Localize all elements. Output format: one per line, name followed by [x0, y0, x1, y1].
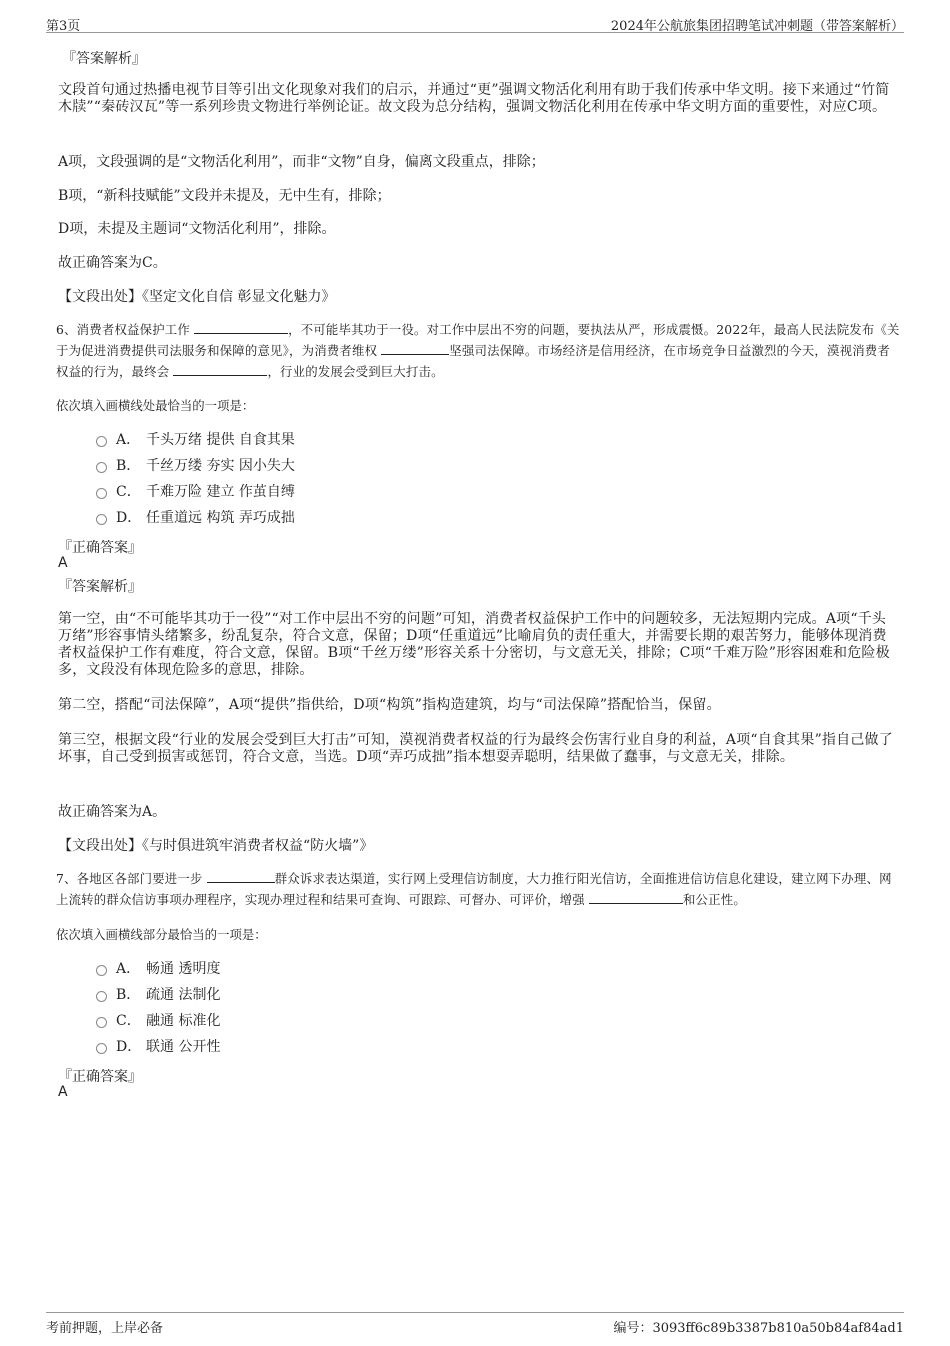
- q7-option-c[interactable]: C． 融通 标准化: [96, 1010, 220, 1030]
- document-title: 2024年公航旅集团招聘笔试冲刺题（带答案解析）: [610, 19, 904, 34]
- q6-option-d[interactable]: D． 任重道远 构筑 弄巧成拙: [96, 507, 295, 527]
- page-number: 第3页: [46, 19, 81, 34]
- q6-analysis-p2: 第二空，搭配“司法保障”，A项“提供”指供给，D项“构筑”指构造建筑，均与“司法保障”搭配恰当，保留。: [58, 697, 721, 713]
- blank-line: [194, 321, 288, 334]
- blank-line: [381, 342, 449, 355]
- radio-button[interactable]: [96, 436, 107, 447]
- q7-question-text: 7、各地区各部门要进一步 群众诉求表达渠道，实行网上受理信访制度，大力推行阳光信访，全面推进信访信息化建设，建立网下办理、网上流转的群众信访事项办理程序，实现办理过程和结果可查询、可跟踪、可督办、可评价，增强 和公正性。: [56, 871, 892, 907]
- q5-analysis-d: D项，未提及主题词“文物活化利用”，排除。: [58, 221, 336, 237]
- blank-line: [173, 363, 267, 376]
- q5-source: 【文段出处】《坚定文化自信 彰显文化魅力》: [58, 289, 336, 305]
- q6-conclusion: 故正确答案为A。: [58, 804, 167, 820]
- q7-correct-label: 『正确答案』: [58, 1069, 142, 1085]
- q5-analysis-b: B项，“新科技赋能”文段并未提及，无中生有，排除；: [58, 188, 391, 204]
- q7-option-d[interactable]: D． 联通 公开性: [96, 1036, 220, 1056]
- q6-option-c[interactable]: C． 千难万险 建立 作茧自缚: [96, 481, 295, 501]
- footer-slogan: 考前押题，上岸必备: [46, 1321, 164, 1336]
- q5-analysis-label: 『答案解析』: [62, 51, 146, 67]
- q5-analysis-a: A项，文段强调的是“文物活化利用”，而非“文物”自身，偏离文段重点，排除；: [58, 154, 545, 170]
- q6-analysis-p1: 第一空，由“不可能毕其功于一役”“对工作中层出不穷的问题”可知，消费者权益保护工作中的问题较多，无法短期内完成。A项“千头万绪”形容事情头绪繁多，纷乱复杂，符合文意，保留；D项“任重道远”比喻肩负的责任重大，并需要长期的艰苦努力，能够体现消费者权益保护工作有难度，符合文意，保留。B项“千丝万缕”形容关系十分密切，与文意无关，排除；C项“千难万险”形容困难和危险极多，文段没有体现危险多的意思，排除。: [58, 611, 890, 678]
- q7-instruction: 依次填入画横线部分最恰当的一项是：: [56, 927, 267, 942]
- radio-button[interactable]: [96, 965, 107, 976]
- radio-button[interactable]: [96, 462, 107, 473]
- radio-button[interactable]: [96, 1017, 107, 1028]
- blank-line: [207, 870, 275, 883]
- page-header: [46, 0, 904, 33]
- q6-analysis-label: 『答案解析』: [58, 579, 142, 595]
- q6-analysis-p3: 第三空，根据文段“行业的发展会受到巨大打击”可知，漠视消费者权益的行为最终会伤害行业自身的利益，A项“自食其果”指自己做了坏事，自己受到损害或惩罚，符合文意，当选。D项“弄巧成拙”指本想耍弄聪明，结果做了蠢事，与文意无关，排除。: [58, 732, 893, 765]
- radio-button[interactable]: [96, 514, 107, 525]
- q7-option-a[interactable]: A． 畅通 透明度: [96, 958, 220, 978]
- q5-analysis-paragraph: 文段首句通过热播电视节目等引出文化现象对我们的启示，并通过“更”强调文物活化利用有助于我们传承中华文明。接下来通过“竹简木牍”“秦砖汉瓦”等一系列珍贵文物进行举例论证。故文段为总分结构，强调文物活化利用在传承中华文明方面的重要性，对应C项。: [58, 82, 890, 115]
- q6-question-text: 6、消费者权益保护工作 ，不可能毕其功于一役。对工作中层出不穷的问题，要执法从严，形成震慑。2022年，最高人民法院发布《关于为促进消费提供司法服务和保障的意见》，为消费者维权 坚强司法保障。市场经济是信用经济，在市场竞争日益激烈的今天，漠视消费者权益的行为，最终会 ，行业的发展会受到巨大打击。: [56, 322, 900, 379]
- q6-instruction: 依次填入画横线处最恰当的一项是：: [56, 398, 255, 413]
- q6-correct-label: 『正确答案』: [58, 540, 142, 556]
- radio-button[interactable]: [96, 991, 107, 1002]
- q6-option-a[interactable]: A． 千头万绪 提供 自食其果: [96, 429, 295, 449]
- q6-option-b[interactable]: B． 千丝万缕 夯实 因小失大: [96, 455, 295, 475]
- blank-line: [589, 891, 683, 904]
- q7-option-b[interactable]: B． 疏通 法制化: [96, 984, 220, 1004]
- q5-conclusion: 故正确答案为C。: [58, 255, 167, 271]
- footer-code: 编号：3093ff6c89b3387b810a50b84af84ad1: [613, 1321, 904, 1336]
- page-footer: [46, 1312, 904, 1346]
- radio-button[interactable]: [96, 488, 107, 499]
- q6-source: 【文段出处】《与时俱进筑牢消费者权益“防火墙”》: [58, 838, 374, 854]
- q7-correct-answer: A: [58, 1084, 68, 1100]
- radio-button[interactable]: [96, 1043, 107, 1054]
- q6-correct-answer: A: [58, 555, 68, 571]
